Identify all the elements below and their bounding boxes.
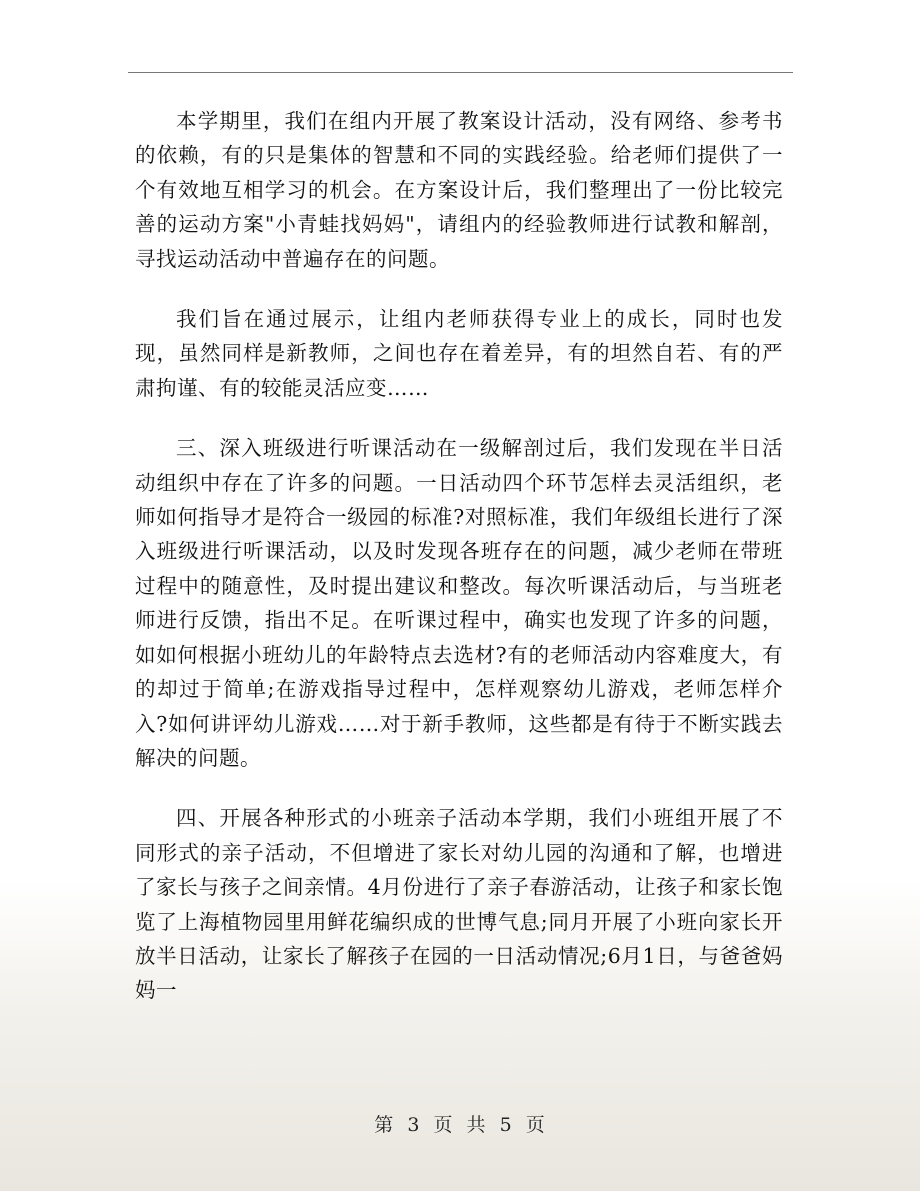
- page-number-footer: [0, 1110, 920, 1137]
- footer-page-word: 页: [433, 1114, 454, 1136]
- paragraph-showcase: 我们旨在通过展示，让组内老师获得专业上的成长，同时也发现，虽然同样是新教师，之间也存在着差异，有的坦然自若、有的严肃拘谨、有的较能灵活应变……: [135, 307, 783, 400]
- footer-total-word: 共: [466, 1114, 487, 1136]
- footer-total-pages: 5: [499, 1114, 513, 1136]
- paragraph-class-observation: 三、深入班级进行听课活动在一级解剖过后，我们发现在半日活动组织中存在了许多的问题。一日活动四个环节怎样去灵活组织，老师如何指导才是符合一级园的标准?对照标准，我们年级组长进行了深入班级进行听课活动，以及时发现各班存在的问题，减少老师在带班过程中的随意性，及时提出建议和整改。每次听课活动后，与当班老师进行反馈，指出不足。在听课过程中，确实也发现了许多的问题，如如何根据小班幼儿的年龄特点去选材?有的老师活动内容难度大，有的却过于简单;在游戏指导过程中，怎样观察幼儿游戏，老师怎样介入?如何讲评幼儿游戏……对于新手教师，这些都是有待于不断实践去解决的问题。: [135, 436, 783, 770]
- footer-suffix: 页: [525, 1114, 546, 1136]
- header-rule: [128, 72, 793, 73]
- paragraph-parent-child-activities: 四、开展各种形式的小班亲子活动本学期，我们小班组开展了不同形式的亲子活动，不但增进了家长对幼儿园的沟通和了解，也增进了家长与孩子之间亲情。4月份进行了亲子春游活动，让孩子和家长饱览了上海植物园里用鲜花编织成的世博气息;同月开展了小班向家长开放半日活动，让家长了解孩子在园的一日活动情况;6月1日，与爸爸妈妈一: [135, 806, 783, 1003]
- body-text: [135, 104, 783, 1034]
- footer-current-page: 3: [407, 1114, 421, 1136]
- footer-prefix: 第: [374, 1114, 395, 1136]
- paragraph-lesson-design: 本学期里，我们在组内开展了教案设计活动，没有网络、参考书的依赖，有的只是集体的智慧和不同的实践经验。给老师们提供了一个有效地互相学习的机会。在方案设计后，我们整理出了一份比较完善的运动方案"小青蛙找妈妈"，请组内的经验教师进行试教和解剖，寻找运动活动中普遍存在的问题。: [135, 109, 783, 271]
